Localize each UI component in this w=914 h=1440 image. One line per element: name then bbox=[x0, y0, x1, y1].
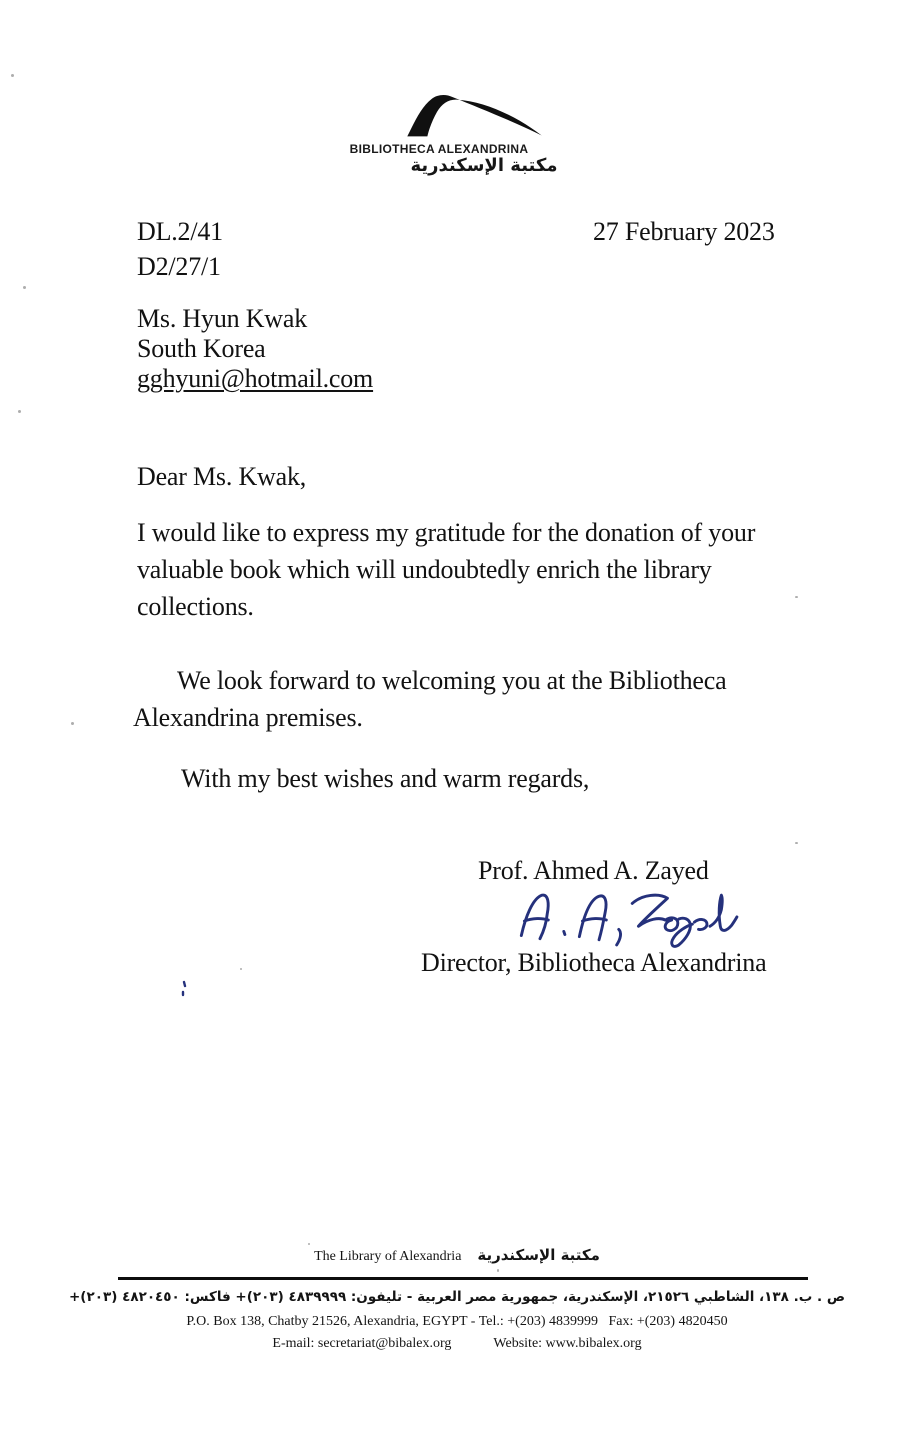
scan-speckle bbox=[23, 286, 26, 289]
org-name-arabic: مكتبة الإسكندرية bbox=[410, 155, 558, 176]
paragraph-2 bbox=[133, 662, 726, 736]
ink-mark-stroke bbox=[183, 982, 185, 995]
reference-block bbox=[137, 214, 223, 284]
scan-speckle bbox=[11, 74, 14, 77]
letter-date: 27 February 2023 bbox=[593, 217, 775, 246]
body-line: Alexandrina premises. bbox=[133, 703, 363, 732]
salutation: Dear Ms. Kwak, bbox=[137, 462, 307, 491]
body-line: collections. bbox=[137, 592, 254, 621]
scan-speckle bbox=[497, 1269, 499, 1272]
footer-library-name-en: The Library of Alexandria bbox=[314, 1249, 462, 1264]
scan-speckle bbox=[240, 968, 242, 970]
signature-ink bbox=[521, 895, 737, 946]
body-line: I would like to express my gratitude for the donation of your bbox=[137, 518, 756, 547]
footer-library-name-ar: مكتبة الإسكندرية bbox=[477, 1246, 600, 1264]
paragraph-1 bbox=[137, 514, 755, 625]
footer-divider bbox=[118, 1277, 808, 1280]
recipient-email: gghyuni@hotmail.com bbox=[137, 364, 374, 393]
footer-address-arabic: ص . ب. ١٣٨، الشاطبي ٢١٥٢٦، الإسكندرية، جمهورية مصر العربية - تليفون: ٤٨٣٩٩٩٩ (٢٠٣)+ فاكس: ٤٨٢٠٤٥٠ (٢٠٣)+ bbox=[69, 1289, 845, 1305]
body-line: valuable book which will undoubtedly enrich the library bbox=[137, 555, 712, 584]
footer-library-names bbox=[0, 1246, 914, 1265]
scan-speckle bbox=[795, 842, 798, 844]
signer-title: Director, Bibliotheca Alexandrina bbox=[421, 948, 767, 977]
signer-name: Prof. Ahmed A. Zayed bbox=[478, 856, 709, 885]
paragraph-3 bbox=[137, 760, 589, 797]
footer-website: Website: www.bibalex.org bbox=[493, 1336, 642, 1351]
scan-speckle bbox=[18, 410, 21, 413]
recipient-name: Ms. Hyun Kwak bbox=[137, 304, 308, 333]
scan-speckle bbox=[308, 1243, 310, 1245]
handwritten-signature bbox=[512, 888, 740, 950]
bibliotheca-alexandrina-logo-icon bbox=[390, 91, 552, 139]
recipient-block bbox=[137, 304, 373, 394]
body-line: We look forward to welcoming you at the Bibliotheca bbox=[177, 666, 727, 695]
ink-mark bbox=[179, 979, 189, 999]
recipient-country: South Korea bbox=[137, 334, 266, 363]
reference-number-2: D2/27/1 bbox=[137, 252, 221, 281]
body-line: With my best wishes and warm regards, bbox=[181, 764, 590, 793]
footer-email: E-mail: secretariat@bibalex.org bbox=[272, 1336, 452, 1351]
footer-contact-line bbox=[0, 1336, 914, 1352]
scan-speckle bbox=[795, 596, 798, 598]
footer-address-english: P.O. Box 138, Chatby 21526, Alexandria, EGYPT - Tel.: +(203) 4839999 Fax: +(203) 4820450 bbox=[186, 1314, 728, 1329]
org-name: BIBLIOTHECA ALEXANDRINA bbox=[349, 142, 529, 156]
scan-speckle bbox=[71, 722, 74, 725]
reference-number-1: DL.2/41 bbox=[137, 217, 223, 246]
